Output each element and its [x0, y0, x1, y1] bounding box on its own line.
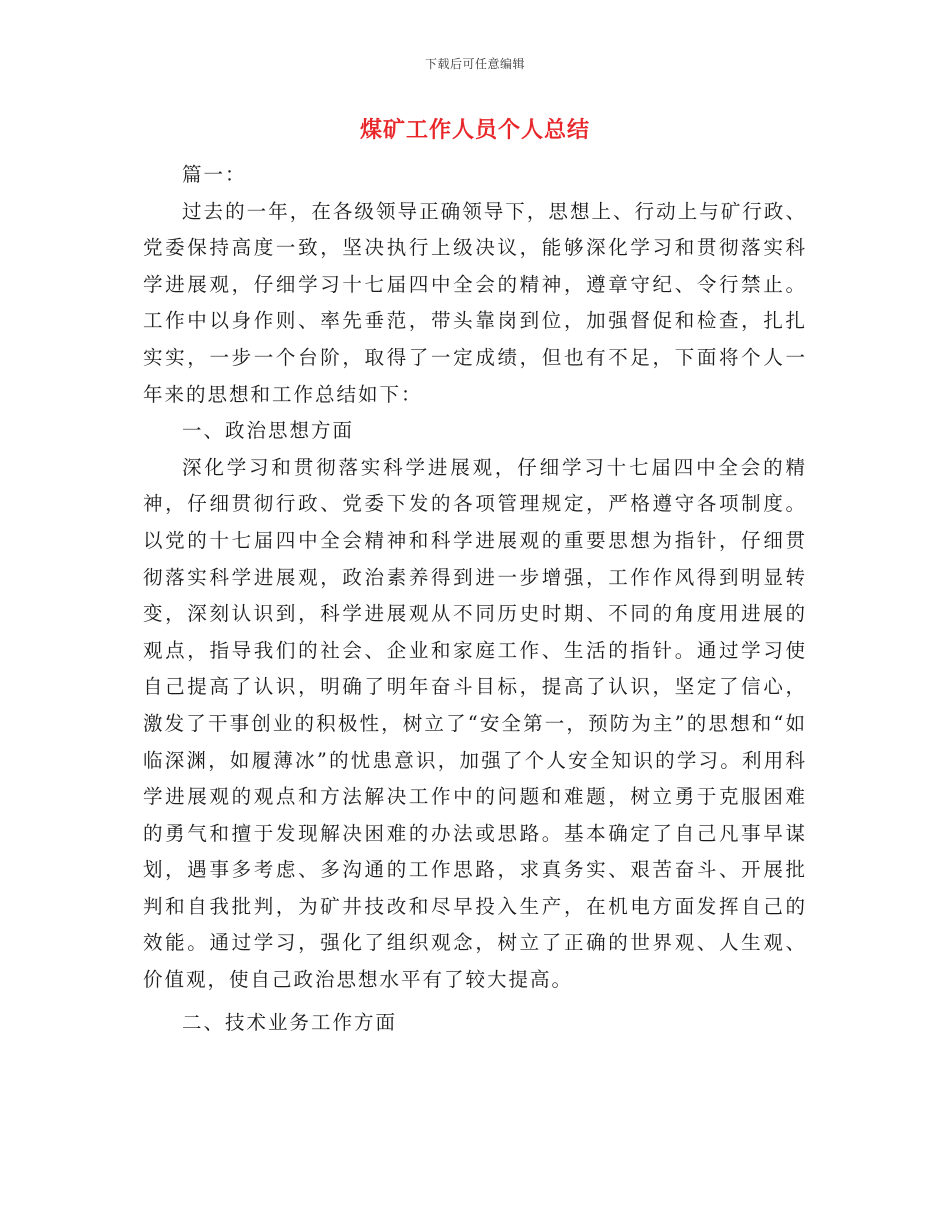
political-thought-paragraph: 深化学习和贯彻落实科学进展观，仔细学习十七届四中全会的精神，仔细贯彻行政、党委下发的各项管理规定，严格遵守各项制度。以党的十七届四中全会精神和科学进展观的重要思想为指针，仔细贯彻落实科学进展观，政治素养得到进一步增强，工作作风得到明显转变，深刻认识到，科学进展观从不同历史时期、不同的角度用进展的观点，指导我们的社会、企业和家庭工作、生活的指针。通过学习使自己提高了认识，明确了明年奋斗目标，提高了认识，坚定了信心，激发了干事创业的积极性，树立了“安全第一，预防为主”的思想和“如临深渊，如履薄冰”的忧患意识，加强了个人安全知识的学习。利用科学进展观的观点和方法解决工作中的问题和难题，树立勇于克服困难的勇气和擅于发现解决困难的办法或思路。基本确定了自己凡事早谋划，遇事多考虑、多沟通的工作思路，求真务实、艰苦奋斗、开展批判和自我批判，为矿井技改和尽早投入生产，在机电方面发挥自己的效能。通过学习，强化了组织观念，树立了正确的世界观、人生观、价值观，使自己政治思想水平有了较大提高。 — [143, 455, 807, 992]
section-label-part-one: 篇一： — [182, 163, 247, 186]
document-title: 煤矿工作人员个人总结 — [359, 117, 590, 143]
download-note: 下载后可任意编辑 — [424, 57, 525, 71]
intro-paragraph: 过去的一年，在各级领导正确领导下，思想上、行动上与矿行政、党委保持高度一致，坚决执行上级决议，能够深化学习和贯彻落实科学进展观，仔细学习十七届四中全会的精神，遵章守纪、令行禁止。工作中以身作则、率先垂范，带头靠岗到位，加强督促和检查，扎扎实实，一步一个台阶，取得了一定成绩，但也有不足，下面将个人一年来的思想和工作总结如下： — [143, 199, 807, 406]
heading-technical-work: 二、技术业务工作方面 — [182, 1010, 398, 1034]
heading-political-thought: 一、政治思想方面 — [182, 419, 355, 443]
document-body — [143, 157, 807, 1041]
